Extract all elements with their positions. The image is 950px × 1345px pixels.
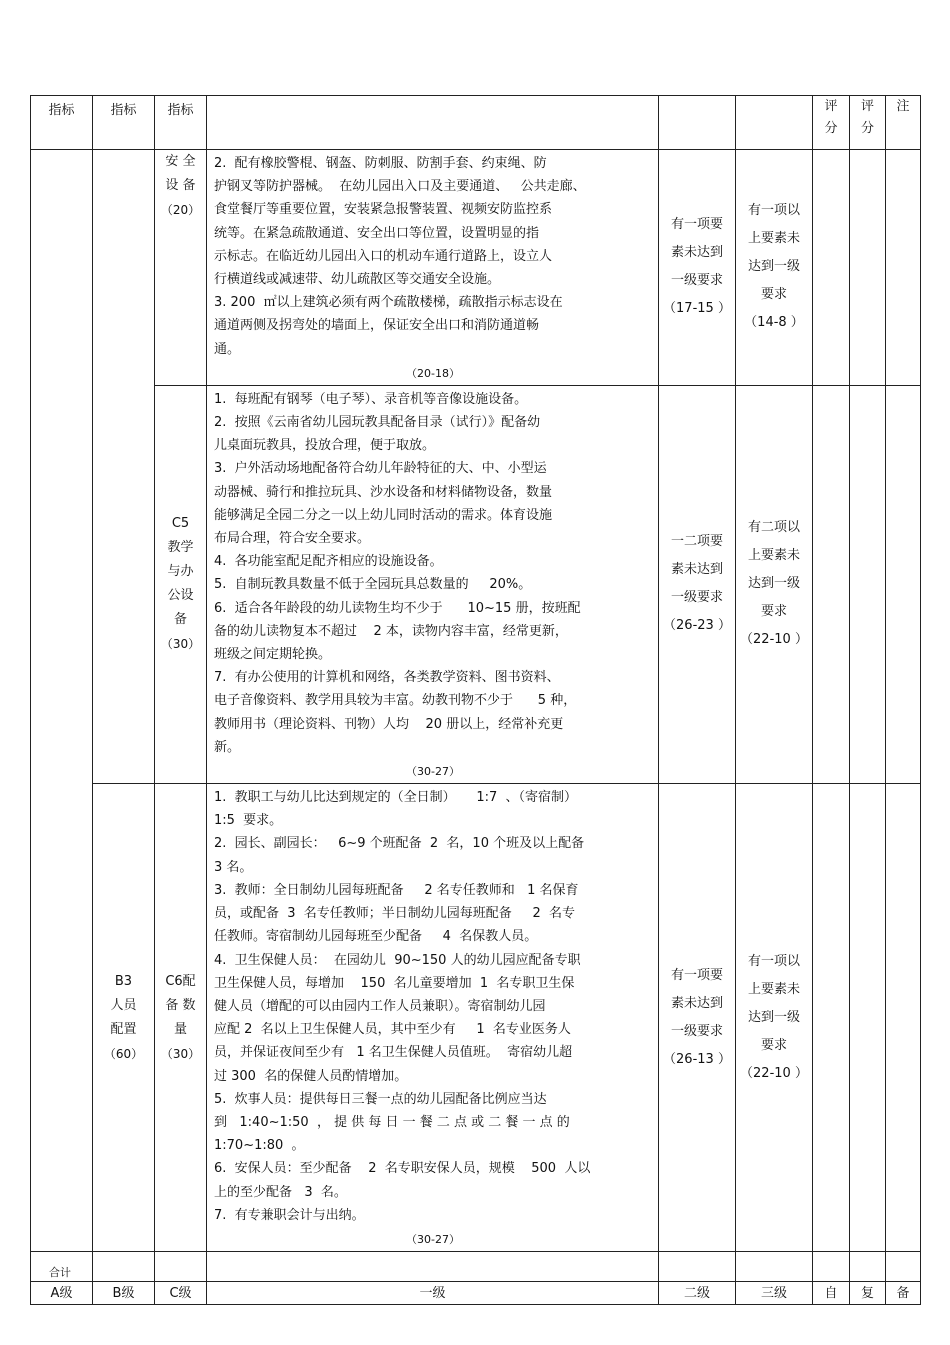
text-line: （22-10 ） <box>740 1065 808 1081</box>
header-level3 <box>736 96 813 150</box>
text-line: 应配 2 名以上卫生保健人员，其中至少有 1 名专业医务人 <box>214 1022 571 1038</box>
text-line: 任教师。寄宿制幼儿园每班至少配备 4 名保教人员。 <box>214 929 538 945</box>
text-line: 6. 适合各年龄段的幼儿读物生均不少于 10~15 册，按班配 <box>214 600 581 616</box>
text-line: 一级要求 <box>670 1023 723 1039</box>
b-indicator-cell-empty <box>93 150 155 784</box>
text-line: 3 名。 <box>214 859 253 875</box>
footer-b-level: B级 <box>93 1281 155 1304</box>
text-line: （22-10 ） <box>740 632 808 648</box>
text-line: 健人员（增配的可以由园内工作人员兼职）。寄宿制幼儿园 <box>214 998 546 1014</box>
text-line: 3. 200 ㎡以上建筑必须有两个疏散楼梯，疏散指示标志设在 <box>214 295 563 311</box>
level1-score: （20-18） <box>406 366 460 380</box>
text-line: 5. 自制玩教具数量不低于全园玩具总数量的 20%。 <box>214 577 532 593</box>
c-indicator-c6: C6配 备 数 量 （30） <box>155 784 207 1252</box>
footer-review: 复 <box>850 1281 886 1304</box>
text-line: 布局合理，符合安全要求。 <box>214 531 371 547</box>
level2-criteria <box>659 150 736 386</box>
text-line: 新。 <box>214 739 241 755</box>
text-line: 一级要求 <box>670 273 723 289</box>
evaluation-table <box>30 95 921 1305</box>
text-line: 要求 <box>760 604 787 620</box>
b-indicator-b3: B3 人员 配置 （60） <box>93 784 155 1252</box>
row-safety-equipment <box>31 150 921 386</box>
text-line: （17-15 ） <box>663 301 731 317</box>
text-line: 3. 户外活动场地配备符合幼儿年龄特征的大、中、小型运 <box>214 461 547 477</box>
text-line: 食堂餐厅等重要位置，安装紧急报警装置、视频安防监控系 <box>214 202 553 218</box>
text-line: 要求 <box>760 1037 787 1053</box>
text-line: 4. 卫生保健人员： 在园幼儿 90~150 人的幼儿园应配备专职 <box>214 952 581 968</box>
text-line: 达到一级 <box>747 259 800 275</box>
text-line: 一二项要 <box>670 534 723 550</box>
text-line: 上要素未 <box>747 231 800 247</box>
text-line: 班级之间定期轮换。 <box>214 647 332 663</box>
c-indicator-c5: C5 教学 与办 公设 备 （30） <box>155 385 207 783</box>
text-line: 统等。在紧急疏散通道、安全出口等位置，设置明显的指 <box>214 225 540 241</box>
text-line: 护钢叉等防护器械。 在幼儿园出入口及主要通道、 公共走廊、 <box>214 179 586 195</box>
text-line: 上要素未 <box>747 548 800 564</box>
review-score-cell <box>850 150 886 386</box>
note-cell <box>886 784 921 1252</box>
text-line: 过 300 名的保健人员酌情增加。 <box>214 1068 408 1084</box>
text-line: 员，并保证夜间至少有 1 名卫生保健人员值班。 寄宿幼儿超 <box>214 1045 573 1061</box>
review-score-cell <box>850 784 886 1252</box>
text-line: 7. 有办公使用的计算机和网络，各类教学资料、图书资料、 <box>214 670 560 686</box>
text-line: 7. 有专兼职会计与出纳。 <box>214 1207 365 1223</box>
text-line: 要求 <box>760 287 787 303</box>
text-line: 素未达到 <box>670 995 723 1011</box>
text-line: 一级要求 <box>670 590 723 606</box>
level1-content <box>207 385 659 783</box>
level2-criteria <box>659 784 736 1252</box>
level3-criteria <box>736 150 813 386</box>
text-line: 1:70~1:80 。 <box>214 1138 305 1154</box>
text-line: 1. 教职工与幼儿比达到规定的（全日制） 1:7 、（寄宿制） <box>214 790 578 806</box>
header-note: 注 <box>886 96 921 150</box>
text-line: 上要素未 <box>747 981 800 997</box>
text-line: 1. 每班配有钢琴（电子琴）、录音机等音像设施设备。 <box>214 391 528 407</box>
footer-level2: 二级 <box>659 1281 736 1304</box>
header-a-indicator: 指标 <box>31 96 93 150</box>
header-c-indicator: 指标 <box>155 96 207 150</box>
level3-criteria <box>736 784 813 1252</box>
note-cell <box>886 385 921 783</box>
text-line: 4. 各功能室配足配齐相应的设施设备。 <box>214 554 443 570</box>
text-line: 素未达到 <box>670 245 723 261</box>
text-line: 有一项以 <box>747 203 800 219</box>
text-line: 电子音像资料、教学用具较为丰富。幼教刊物不少于 5 种， <box>214 693 577 709</box>
text-line: 上的至少配备 3 名。 <box>214 1184 347 1200</box>
note-cell <box>886 150 921 386</box>
total-row <box>31 1251 921 1281</box>
header-review-score: 评 分 <box>850 96 886 150</box>
self-score-cell <box>813 150 850 386</box>
text-line: 达到一级 <box>747 576 800 592</box>
text-line: 儿桌面玩教具，投放合理，便于取放。 <box>214 438 436 454</box>
footer-a-level: A级 <box>31 1281 93 1304</box>
text-line: 5. 炊事人员：提供每日三餐一点的幼儿园配备比例应当达 <box>214 1091 547 1107</box>
a-indicator-cell <box>31 150 93 1252</box>
row-staffing <box>31 784 921 1252</box>
self-score-cell <box>813 784 850 1252</box>
text-line: 卫生保健人员，每增加 150 名儿童要增加 1 名专职卫生保 <box>214 975 575 991</box>
text-line: 有一项要 <box>670 967 723 983</box>
text-line: 备的幼儿读物复本不超过 2 本，读物内容丰富，经常更新， <box>214 623 568 639</box>
total-label: 合计 <box>31 1251 93 1281</box>
text-line: 达到一级 <box>747 1009 800 1025</box>
text-line: （14-8 ） <box>744 315 804 331</box>
text-line: 6. 安保人员：至少配备 2 名专职安保人员，规模 500 人以 <box>214 1161 591 1177</box>
text-line: 示标志。在临近幼儿园出入口的机动车通行道路上，设立人 <box>214 248 553 264</box>
footer-c-level: C级 <box>155 1281 207 1304</box>
footer-level3: 三级 <box>736 1281 813 1304</box>
header-row <box>31 96 921 150</box>
text-line: （26-23 ） <box>663 618 731 634</box>
level1-score: （30-27） <box>406 765 460 779</box>
footer-row <box>31 1281 921 1304</box>
text-line: 通道两侧及拐弯处的墙面上，保证安全出口和消防通道畅 <box>214 318 540 334</box>
c-indicator-safety: 安 全 设 备 （20） <box>155 150 207 386</box>
header-level2 <box>659 96 736 150</box>
text-line: 1:5 要求。 <box>214 813 283 829</box>
header-self-score: 评 分 <box>813 96 850 150</box>
text-line: （26-13 ） <box>663 1051 731 1067</box>
text-line: 动器械、骑行和推拉玩具、沙水设备和材料储物设备，数量 <box>214 484 553 500</box>
review-score-cell <box>850 385 886 783</box>
text-line: 素未达到 <box>670 562 723 578</box>
text-line: 2. 园长、副园长： 6~9 个班配备 2 名，10 个班及以上配备 <box>214 836 585 852</box>
level2-criteria <box>659 385 736 783</box>
footer-self: 自 <box>813 1281 850 1304</box>
text-line: 有一项以 <box>747 953 800 969</box>
self-score-cell <box>813 385 850 783</box>
text-line: 员，或配备 3 名专任教师；半日制幼儿园每班配备 2 名专 <box>214 906 575 922</box>
row-teaching-equipment <box>31 385 921 783</box>
text-line: 到 1:40~1:50 ， 提 供 每 日 一 餐 二 点 或 二 餐 一 点 的 <box>214 1114 570 1130</box>
text-line: 2. 配有橡胶警棍、钢盔、防刺服、防割手套、约束绳、防 <box>214 156 547 171</box>
text-line: 教师用书（理论资料、刊物）人均 20 册以上，经常补充更 <box>214 716 564 732</box>
footer-level1: 一级 <box>207 1281 659 1304</box>
level1-score: （30-27） <box>406 1232 460 1246</box>
text-line: 通。 <box>214 341 241 357</box>
level1-content <box>207 150 659 386</box>
header-level1 <box>207 96 659 150</box>
text-line: 能够满足全园二分之一以上幼儿同时活动的需求。体育设施 <box>214 507 553 523</box>
header-b-indicator: 指标 <box>93 96 155 150</box>
text-line: 行横道线或减速带、幼儿疏散区等交通安全设施。 <box>214 272 501 288</box>
footer-note: 备 <box>886 1281 921 1304</box>
text-line: 3. 教师：全日制幼儿园每班配备 2 名专任教师和 1 名保育 <box>214 882 579 898</box>
text-line: 有一项要 <box>670 217 723 233</box>
text-line: 有二项以 <box>747 520 800 536</box>
text-line: 2. 按照《云南省幼儿园玩教具配备目录（试行）》配备幼 <box>214 415 541 431</box>
level1-content <box>207 784 659 1252</box>
level3-criteria <box>736 385 813 783</box>
